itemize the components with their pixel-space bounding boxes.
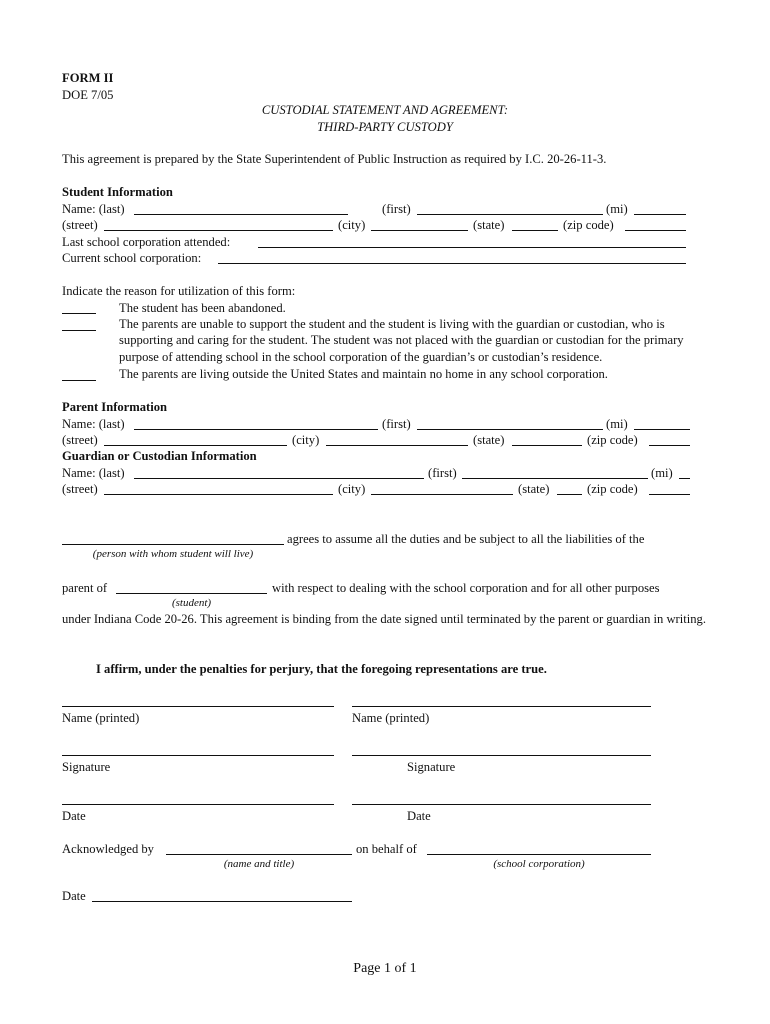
parent-last-label: Name: (last) — [62, 417, 125, 431]
doe-code: DOE 7/05 — [62, 88, 114, 102]
current-school-field[interactable] — [218, 250, 686, 264]
date-left-line[interactable] — [62, 804, 334, 805]
parent-zip-label: (zip code) — [587, 433, 638, 447]
student-heading: Student Information — [62, 185, 173, 199]
parent-street-field[interactable] — [104, 432, 287, 446]
reason-3-text: The parents are living outside the United States and maintain no home in any school corporation. — [119, 367, 608, 381]
student-last-field[interactable] — [134, 201, 348, 215]
student-state-field[interactable] — [512, 217, 558, 231]
page-number: Page 1 of 1 — [353, 961, 417, 976]
student-street-label: (street) — [62, 218, 98, 232]
guardian-last-label: Name: (last) — [62, 466, 125, 480]
reason-1-checkbox[interactable] — [62, 313, 96, 314]
person-caption: (person with whom student will live) — [92, 548, 254, 560]
affirm-statement: I affirm, under the penalties for perjury, that the foregoing representations are true. — [96, 662, 547, 676]
name-printed-left-line[interactable] — [62, 706, 334, 707]
guardian-city-field[interactable] — [371, 481, 513, 495]
student-first-label: (first) — [382, 202, 411, 216]
guardian-last-field[interactable] — [134, 465, 424, 479]
form-id: FORM II — [62, 71, 114, 85]
last-school-label: Last school corporation attended: — [62, 235, 231, 249]
guardian-mi-label: (mi) — [651, 466, 673, 480]
student-mi-field[interactable] — [634, 201, 686, 215]
guardian-mi-field[interactable] — [679, 465, 690, 479]
parent-city-label: (city) — [292, 433, 320, 447]
guardian-state-field[interactable] — [557, 481, 582, 495]
parent-first-field[interactable] — [417, 416, 603, 430]
student-state-label: (state) — [473, 218, 505, 232]
date-left-label: Date — [62, 809, 86, 823]
guardian-street-field[interactable] — [104, 481, 333, 495]
name-printed-left-label: Name (printed) — [62, 711, 140, 725]
name-printed-right-line[interactable] — [352, 706, 651, 707]
name-title-caption: (name and title) — [223, 858, 295, 870]
binding-text: under Indiana Code 20-26. This agreement is binding from the date signed until terminated by the parent or guardian in writing. — [62, 612, 706, 626]
guardian-zip-label: (zip code) — [587, 482, 638, 496]
parent-mi-field[interactable] — [634, 416, 690, 430]
parent-state-field[interactable] — [512, 432, 582, 446]
reason-2-text: The parents are unable to support the student and the student is living with the guardian or custodian, who is supporting and caring for the student. The student was not placed with the guardian or custodian for the primary purpose of attending school in the school corporation of the guardian’s or custodian’s residence. — [119, 317, 684, 364]
student-street-field[interactable] — [104, 217, 333, 231]
guardian-heading: Guardian or Custodian Information — [62, 449, 257, 463]
signature-right-label: Signature — [407, 760, 456, 774]
parent-zip-field[interactable] — [649, 432, 690, 446]
date-right-label: Date — [407, 809, 431, 823]
current-school-label: Current school corporation: — [62, 251, 202, 265]
parent-street-label: (street) — [62, 433, 98, 447]
last-school-field[interactable] — [258, 234, 686, 248]
guardian-state-label: (state) — [518, 482, 550, 496]
signature-left-line[interactable] — [62, 755, 334, 756]
student-zip-field[interactable] — [625, 217, 686, 231]
signature-right-line[interactable] — [352, 755, 651, 756]
on-behalf-of-label: on behalf of — [356, 842, 417, 856]
student-zip-label: (zip code) — [563, 218, 614, 232]
student-name-agreement-field[interactable] — [116, 593, 267, 594]
acknowledged-by-field[interactable] — [166, 854, 352, 855]
parent-first-label: (first) — [382, 417, 411, 431]
student-mi-label: (mi) — [606, 202, 628, 216]
parent-city-field[interactable] — [326, 432, 468, 446]
guardian-zip-field[interactable] — [649, 481, 690, 495]
final-date-field[interactable] — [92, 901, 352, 902]
respect-text: with respect to dealing with the school corporation and for all other purposes — [272, 581, 660, 595]
parent-heading: Parent Information — [62, 400, 168, 414]
guardian-first-field[interactable] — [462, 465, 648, 479]
reason-prompt: Indicate the reason for utilization of this form: — [62, 284, 296, 298]
student-city-label: (city) — [338, 218, 366, 232]
form-title-line2: THIRD-PARTY CUSTODY — [317, 120, 453, 134]
reason-1-text: The student has been abandoned. — [119, 301, 286, 315]
signature-left-label: Signature — [62, 760, 111, 774]
student-city-field[interactable] — [371, 217, 468, 231]
guardian-city-label: (city) — [338, 482, 366, 496]
student-last-label: Name: (last) — [62, 202, 125, 216]
final-date-label: Date — [62, 889, 86, 903]
guardian-street-label: (street) — [62, 482, 98, 496]
parent-state-label: (state) — [473, 433, 505, 447]
form-title-line1: CUSTODIAL STATEMENT AND AGREEMENT: — [261, 103, 509, 117]
custodian-name-field[interactable] — [62, 544, 284, 545]
parent-mi-label: (mi) — [606, 417, 628, 431]
reason-2-checkbox[interactable] — [62, 330, 96, 331]
school-corporation-field[interactable] — [427, 854, 651, 855]
reason-3-checkbox[interactable] — [62, 380, 96, 381]
student-first-field[interactable] — [417, 201, 603, 215]
intro-text: This agreement is prepared by the State Superintendent of Public Instruction as required by I.C. 20-26-11-3. — [62, 152, 607, 166]
agrees-text: agrees to assume all the duties and be subject to all the liabilities of the — [287, 532, 645, 546]
name-printed-right-label: Name (printed) — [352, 711, 430, 725]
student-caption: (student) — [171, 597, 212, 609]
guardian-first-label: (first) — [428, 466, 457, 480]
school-corp-caption: (school corporation) — [493, 858, 585, 870]
date-right-line[interactable] — [352, 804, 651, 805]
acknowledged-by-label: Acknowledged by — [62, 842, 154, 856]
parent-of-label: parent of — [62, 581, 108, 595]
parent-last-field[interactable] — [134, 416, 378, 430]
